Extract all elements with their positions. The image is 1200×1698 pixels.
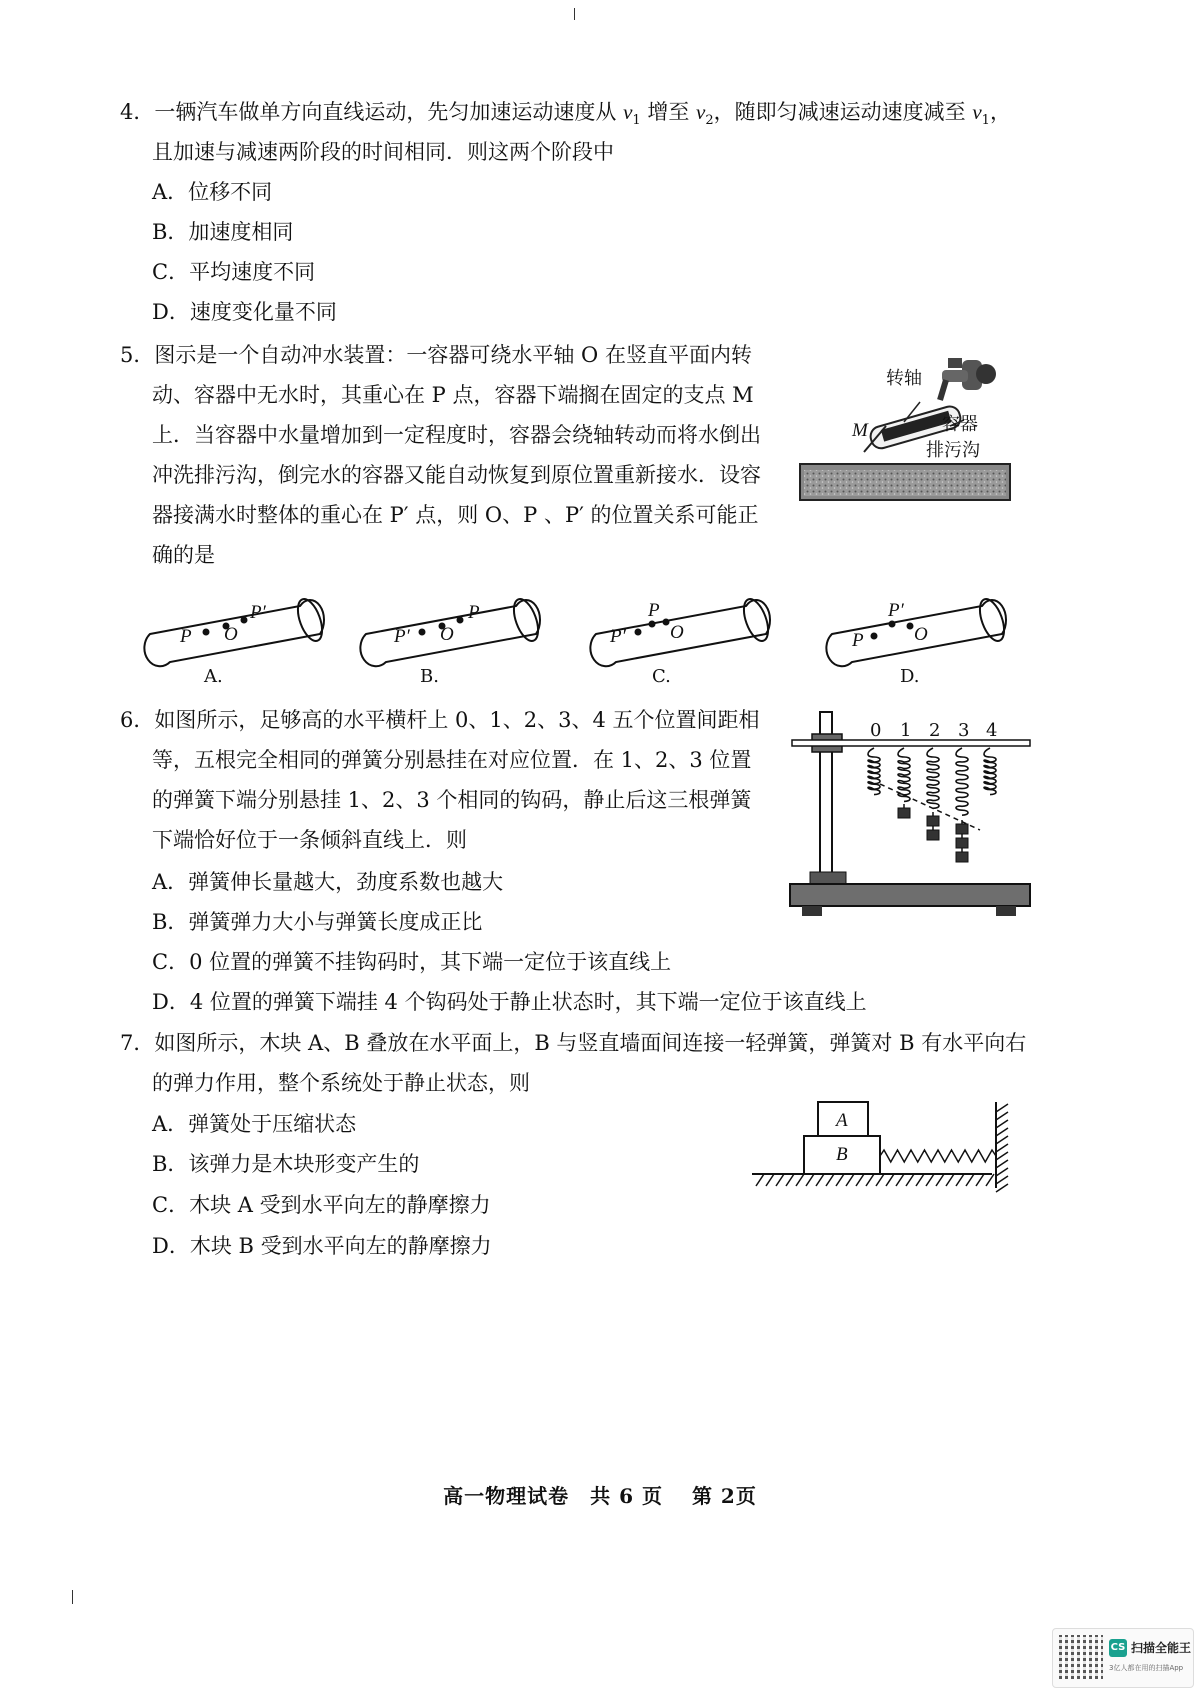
svg-text:O: O bbox=[224, 624, 238, 645]
svg-text:P: P bbox=[468, 602, 480, 623]
q5-line6: 确的是 bbox=[152, 543, 215, 567]
hatch-mark bbox=[996, 1112, 1008, 1120]
hatch-mark bbox=[996, 1104, 1008, 1112]
svg-text:P: P bbox=[852, 630, 864, 651]
q5-choice-b bbox=[356, 588, 556, 688]
q4-option-d: D．速度变化量不同 bbox=[152, 300, 337, 324]
spring-3 bbox=[956, 748, 968, 815]
q7-number: 7． bbox=[120, 1031, 155, 1055]
spring-stand-figure bbox=[790, 712, 1035, 927]
hatch-mark bbox=[876, 1174, 884, 1186]
base-foot-right bbox=[996, 906, 1016, 916]
q7-option-a: A．弹簧处于压缩状态 bbox=[152, 1112, 357, 1136]
q6-option-b: B．弹簧弹力大小与弹簧长度成正比 bbox=[152, 910, 483, 934]
choice-b-letter: B. bbox=[420, 666, 439, 687]
hook-weight bbox=[927, 830, 939, 840]
q7-line2: 的弹力作用，整个系统处于静止状态，则 bbox=[152, 1071, 530, 1095]
qr-code-icon bbox=[1059, 1635, 1103, 1679]
position-4: 4 bbox=[986, 720, 998, 741]
position-0: 0 bbox=[870, 720, 882, 741]
q4-option-b: B．加速度相同 bbox=[152, 220, 294, 244]
spring-4 bbox=[984, 748, 996, 795]
q5-line5: 器接满水时整体的重心在 P′ 点，则 O、P 、P′ 的位置关系可能正 bbox=[152, 503, 759, 527]
q7-option-d: D．木块 B 受到水平向左的静摩擦力 bbox=[152, 1234, 492, 1258]
choice-a-letter: A. bbox=[204, 666, 223, 687]
block-b-label: B bbox=[836, 1144, 848, 1165]
hatch-mark bbox=[936, 1174, 944, 1186]
q4-option-a: A．位移不同 bbox=[152, 180, 273, 204]
hatch-mark bbox=[996, 1176, 1008, 1184]
wall-hatch bbox=[996, 1104, 1008, 1192]
hatch-mark bbox=[916, 1174, 924, 1186]
hatch-mark bbox=[996, 1160, 1008, 1168]
hatch-mark bbox=[966, 1174, 974, 1186]
springs bbox=[868, 748, 996, 815]
q6-option-a: A．弹簧伸长量越大，劲度系数也越大 bbox=[152, 870, 504, 894]
hook-weight bbox=[956, 824, 968, 834]
hatch-mark bbox=[776, 1174, 784, 1186]
svg-text:P′: P′ bbox=[888, 600, 904, 621]
hatch-mark bbox=[836, 1174, 844, 1186]
hook-weight bbox=[956, 852, 968, 862]
hook-weights bbox=[898, 804, 968, 862]
hatch-mark bbox=[996, 1184, 1008, 1192]
hatch-mark bbox=[976, 1174, 984, 1186]
hatch-mark bbox=[956, 1174, 964, 1186]
position-1: 1 bbox=[900, 720, 912, 741]
q6-option-d: D．4 位置的弹簧下端挂 4 个钩码处于静止状态时，其下端一定位于该直线上 bbox=[152, 990, 867, 1014]
q6-option-c: C．0 位置的弹簧不挂钩码时，其下端一定位于该直线上 bbox=[152, 950, 672, 974]
q4-option-c: C．平均速度不同 bbox=[152, 260, 316, 284]
position-3: 3 bbox=[958, 720, 970, 741]
scanner-tagline: 3亿人都在用的扫描App bbox=[1109, 1664, 1184, 1672]
q5-choice-d bbox=[822, 588, 1022, 688]
hatch-mark bbox=[986, 1174, 994, 1186]
q6-line3: 的弹簧下端分别悬挂 1、2、3 个相同的钩码，静止后这三根弹簧 bbox=[152, 788, 752, 812]
q5-choice-c bbox=[586, 588, 786, 688]
hatch-mark bbox=[926, 1174, 934, 1186]
scanner-watermark bbox=[1052, 1628, 1194, 1688]
ground-hatch bbox=[756, 1174, 994, 1186]
q5-line3: 上．当容器中水量增加到一定程度时，容器会绕轴转动而将水倒出 bbox=[152, 423, 761, 447]
hatch-mark bbox=[996, 1120, 1008, 1128]
spring-2 bbox=[927, 748, 939, 808]
q7-line1: 7．如图所示，木块 A、B 叠放在水平面上，B 与竖直墙面间连接一轻弹簧，弹簧对 B 有水平向右 bbox=[120, 1031, 1027, 1055]
q5-choice-a bbox=[140, 588, 340, 688]
q5-line1: 5．图示是一个自动冲水装置：一容器可绕水平轴 O 在竖直平面内转 bbox=[120, 343, 752, 367]
choice-d-letter: D. bbox=[900, 666, 920, 687]
svg-text:P′: P′ bbox=[250, 602, 266, 623]
q6-line1: 6．如图所示，足够高的水平横杆上 0、1、2、3、4 五个位置间距相 bbox=[120, 708, 760, 732]
hatch-mark bbox=[816, 1174, 824, 1186]
hook-weight bbox=[927, 816, 939, 826]
q5-number: 5． bbox=[120, 343, 155, 367]
blocks-spring-figure bbox=[752, 1098, 1022, 1198]
hatch-mark bbox=[856, 1174, 864, 1186]
scanner-logo: CS bbox=[1109, 1639, 1127, 1657]
svg-text:P′: P′ bbox=[610, 626, 626, 647]
hatch-mark bbox=[886, 1174, 894, 1186]
hatch-mark bbox=[766, 1174, 774, 1186]
ditch-label: 排污沟 bbox=[926, 440, 980, 461]
q6-number: 6． bbox=[120, 708, 155, 732]
spring-0 bbox=[868, 748, 880, 795]
q4-line2: 且加速与减速两阶段的时间相同．则这两个阶段中 bbox=[152, 140, 614, 164]
choice-c-letter: C. bbox=[652, 666, 671, 687]
hatch-mark bbox=[996, 1168, 1008, 1176]
scan-mark-bottom bbox=[72, 1590, 73, 1604]
svg-text:O: O bbox=[440, 624, 454, 645]
hatch-mark bbox=[906, 1174, 914, 1186]
block-a-label: A bbox=[836, 1110, 848, 1131]
ground-texture bbox=[804, 470, 1006, 496]
q5-line2: 动、容器中无水时，其重心在 P 点，容器下端搁在固定的支点 M bbox=[152, 383, 754, 407]
hook-weight bbox=[956, 838, 968, 848]
hatch-mark bbox=[786, 1174, 794, 1186]
hatch-mark bbox=[796, 1174, 804, 1186]
svg-text:O: O bbox=[670, 622, 684, 643]
q7-option-c: C．木块 A 受到水平向左的静摩擦力 bbox=[152, 1193, 491, 1217]
container-label: 容器 bbox=[942, 414, 978, 435]
position-2: 2 bbox=[929, 720, 941, 741]
svg-text:P′: P′ bbox=[394, 626, 410, 647]
base-foot-left bbox=[802, 906, 822, 916]
svg-text:P: P bbox=[648, 600, 660, 621]
scanner-name: 扫描全能王 bbox=[1131, 1641, 1192, 1655]
hatch-mark bbox=[996, 1144, 1008, 1152]
horizontal-spring bbox=[880, 1150, 996, 1162]
hatch-mark bbox=[996, 1128, 1008, 1136]
hatch-mark bbox=[806, 1174, 814, 1186]
axis-label: 转轴 bbox=[886, 368, 922, 389]
pivot-label: M bbox=[852, 420, 868, 441]
scan-mark-top bbox=[574, 8, 575, 20]
hatch-mark bbox=[846, 1174, 854, 1186]
q4-line1: 4．一辆汽车做单方向直线运动，先匀加速运动速度从 $v_1$ 增至 $v_2$，随即匀减速运动速度减至 $v_1$， bbox=[120, 100, 1011, 129]
hook-weight bbox=[898, 808, 910, 818]
q6-line2: 等，五根完全相同的弹簧分别悬挂在对应位置．在 1、2、3 位置 bbox=[152, 748, 752, 772]
q7-option-b: B．该弹力是木块形变产生的 bbox=[152, 1152, 420, 1176]
svg-text:P: P bbox=[180, 626, 192, 647]
hatch-mark bbox=[896, 1174, 904, 1186]
q4-number: 4． bbox=[120, 100, 155, 124]
page-footer: 高一物理试卷 共 6 页 第 2页 bbox=[443, 1484, 757, 1508]
hatch-mark bbox=[996, 1152, 1008, 1160]
hatch-mark bbox=[996, 1136, 1008, 1144]
stand-base bbox=[790, 884, 1030, 906]
hatch-mark bbox=[756, 1174, 764, 1186]
q5-line4: 冲洗排污沟，倒完水的容器又能自动恢复到原位置重新接水．设容 bbox=[152, 463, 761, 487]
faucet-icon bbox=[940, 358, 996, 400]
q6-line4: 下端恰好位于一条倾斜直线上．则 bbox=[152, 828, 467, 852]
svg-text:O: O bbox=[914, 624, 928, 645]
hatch-mark bbox=[866, 1174, 874, 1186]
flush-device-figure bbox=[800, 340, 1015, 510]
hatch-mark bbox=[826, 1174, 834, 1186]
hatch-mark bbox=[946, 1174, 954, 1186]
